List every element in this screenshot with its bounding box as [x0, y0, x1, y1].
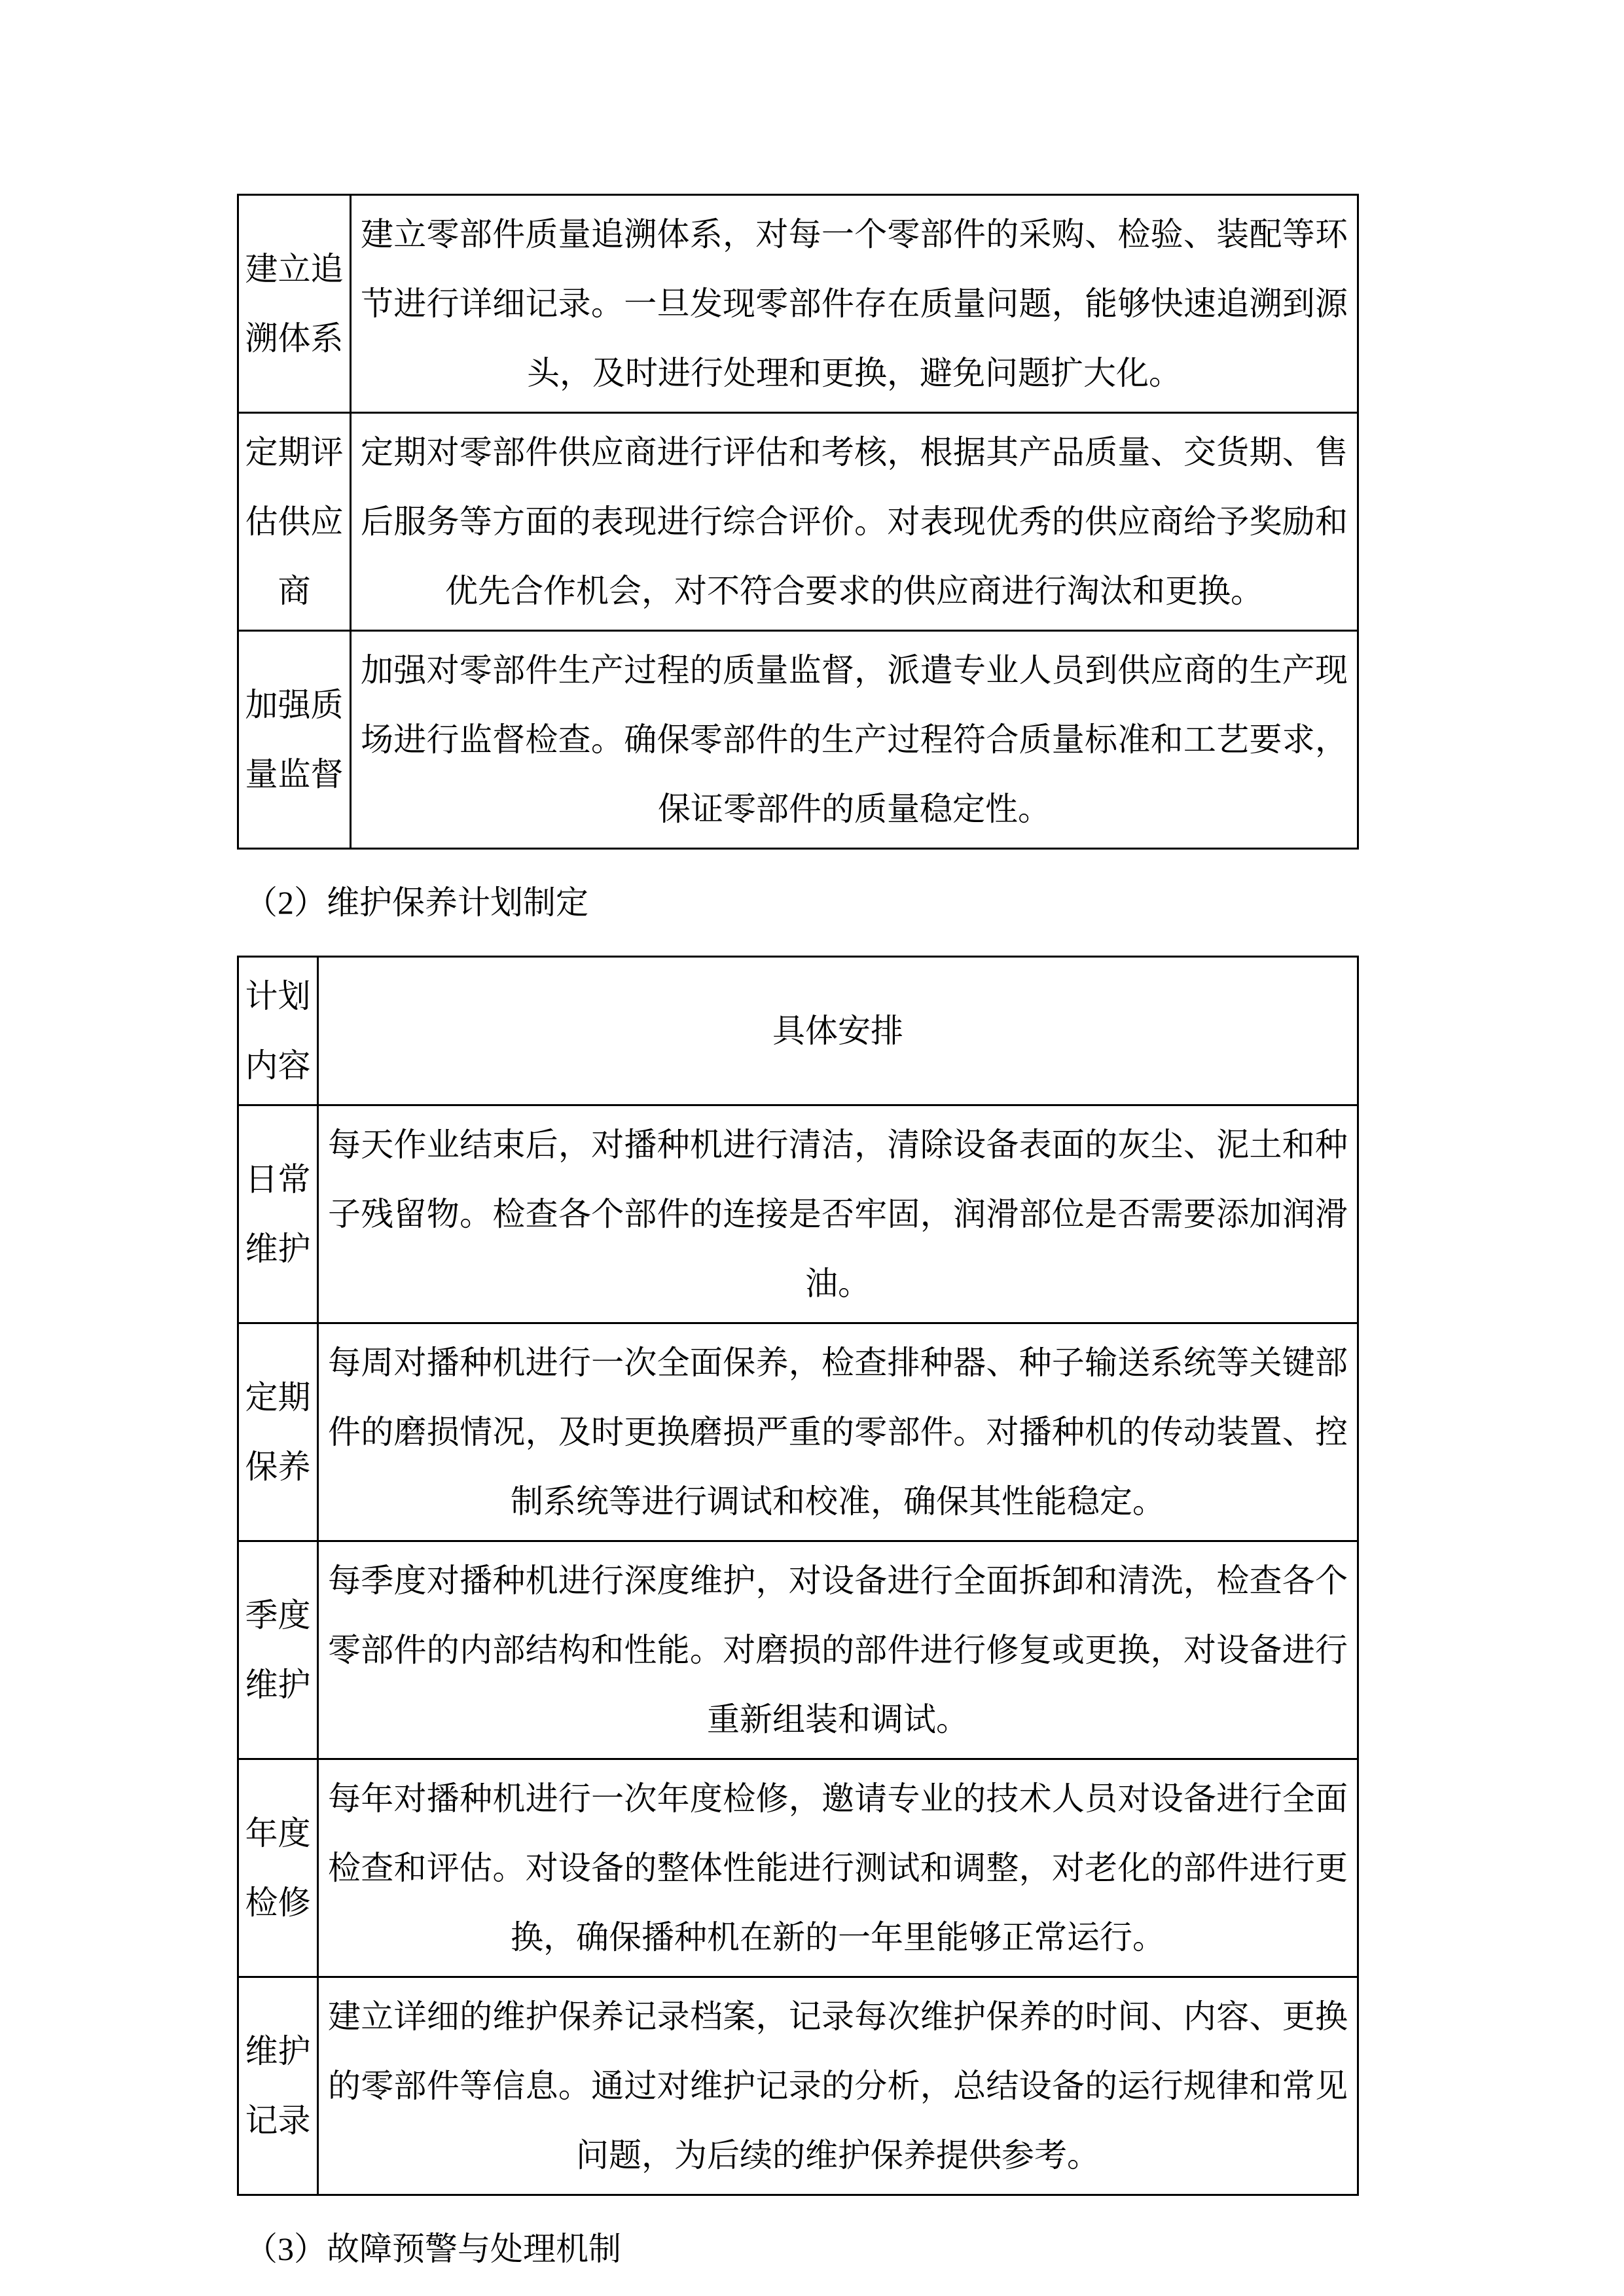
row-label-cell: 定期保养 — [238, 1323, 318, 1541]
table-row — [238, 413, 1358, 631]
row-label-cell: 建立追溯体系 — [238, 195, 351, 413]
row-content-cell: 加强对零部件生产过程的质量监督，派遣专业人员到供应商的生产现场进行监督检查。确保零部件的生产过程符合质量标准和工艺要求，保证零部件的质量稳定性。 — [351, 631, 1358, 849]
row-content-cell: 建立零部件质量追溯体系，对每一个零部件的采购、检验、装配等环节进行详细记录。一旦发现零部件存在质量问题，能够快速追溯到源头，及时进行处理和更换，避免问题扩大化。 — [351, 195, 1358, 413]
page-content — [237, 194, 1359, 2296]
row-label-cell: 定期评估供应商 — [238, 413, 351, 631]
table-row — [238, 1105, 1358, 1323]
row-label-cell: 加强质量监督 — [238, 631, 351, 849]
row-label-cell: 年度检修 — [238, 1759, 318, 1977]
table-row — [238, 195, 1358, 413]
header-cell-arrangement: 具体安排 — [318, 957, 1358, 1105]
row-label-cell: 季度维护 — [238, 1541, 318, 1759]
table-row — [238, 1323, 1358, 1541]
row-content-cell: 定期对零部件供应商进行评估和考核，根据其产品质量、交货期、售后服务等方面的表现进行综合评价。对表现优秀的供应商给予奖励和优先合作机会，对不符合要求的供应商进行淘汰和更换。 — [351, 413, 1358, 631]
table-row — [238, 1541, 1358, 1759]
table-row — [238, 631, 1358, 849]
table-header-row — [238, 957, 1358, 1105]
row-label-cell: 维护记录 — [238, 1977, 318, 2195]
table-row — [238, 1977, 1358, 2195]
row-content-cell: 每年对播种机进行一次年度检修，邀请专业的技术人员对设备进行全面检查和评估。对设备的整体性能进行测试和调整，对老化的部件进行更换，确保播种机在新的一年里能够正常运行。 — [318, 1759, 1358, 1977]
section-heading-maintenance-plan: （2）维护保养计划制定 — [245, 884, 588, 921]
row-label-cell: 日常维护 — [238, 1105, 318, 1323]
row-content-cell: 每天作业结束后，对播种机进行清洁，清除设备表面的灰尘、泥土和种子残留物。检查各个部件的连接是否牢固，润滑部位是否需要添加润滑油。 — [318, 1105, 1358, 1323]
row-content-cell: 每季度对播种机进行深度维护，对设备进行全面拆卸和清洗，检查各个零部件的内部结构和性能。对磨损的部件进行修复或更换，对设备进行重新组装和调试。 — [318, 1541, 1358, 1759]
header-cell-plan-content: 计划内容 — [238, 957, 318, 1105]
table-row — [238, 1759, 1358, 1977]
row-content-cell: 建立详细的维护保养记录档案，记录每次维护保养的时间、内容、更换的零部件等信息。通过对维护记录的分析，总结设备的运行规律和常见问题，为后续的维护保养提供参考。 — [318, 1977, 1358, 2195]
row-content-cell: 每周对播种机进行一次全面保养，检查排种器、种子输送系统等关键部件的磨损情况，及时更换磨损严重的零部件。对播种机的传动装置、控制系统等进行调试和校准，确保其性能稳定。 — [318, 1323, 1358, 1541]
maintenance-plan-table — [237, 956, 1359, 2196]
quality-assurance-table — [237, 194, 1359, 850]
section-heading-fault-warning: （3）故障预警与处理机制 — [245, 2231, 621, 2267]
